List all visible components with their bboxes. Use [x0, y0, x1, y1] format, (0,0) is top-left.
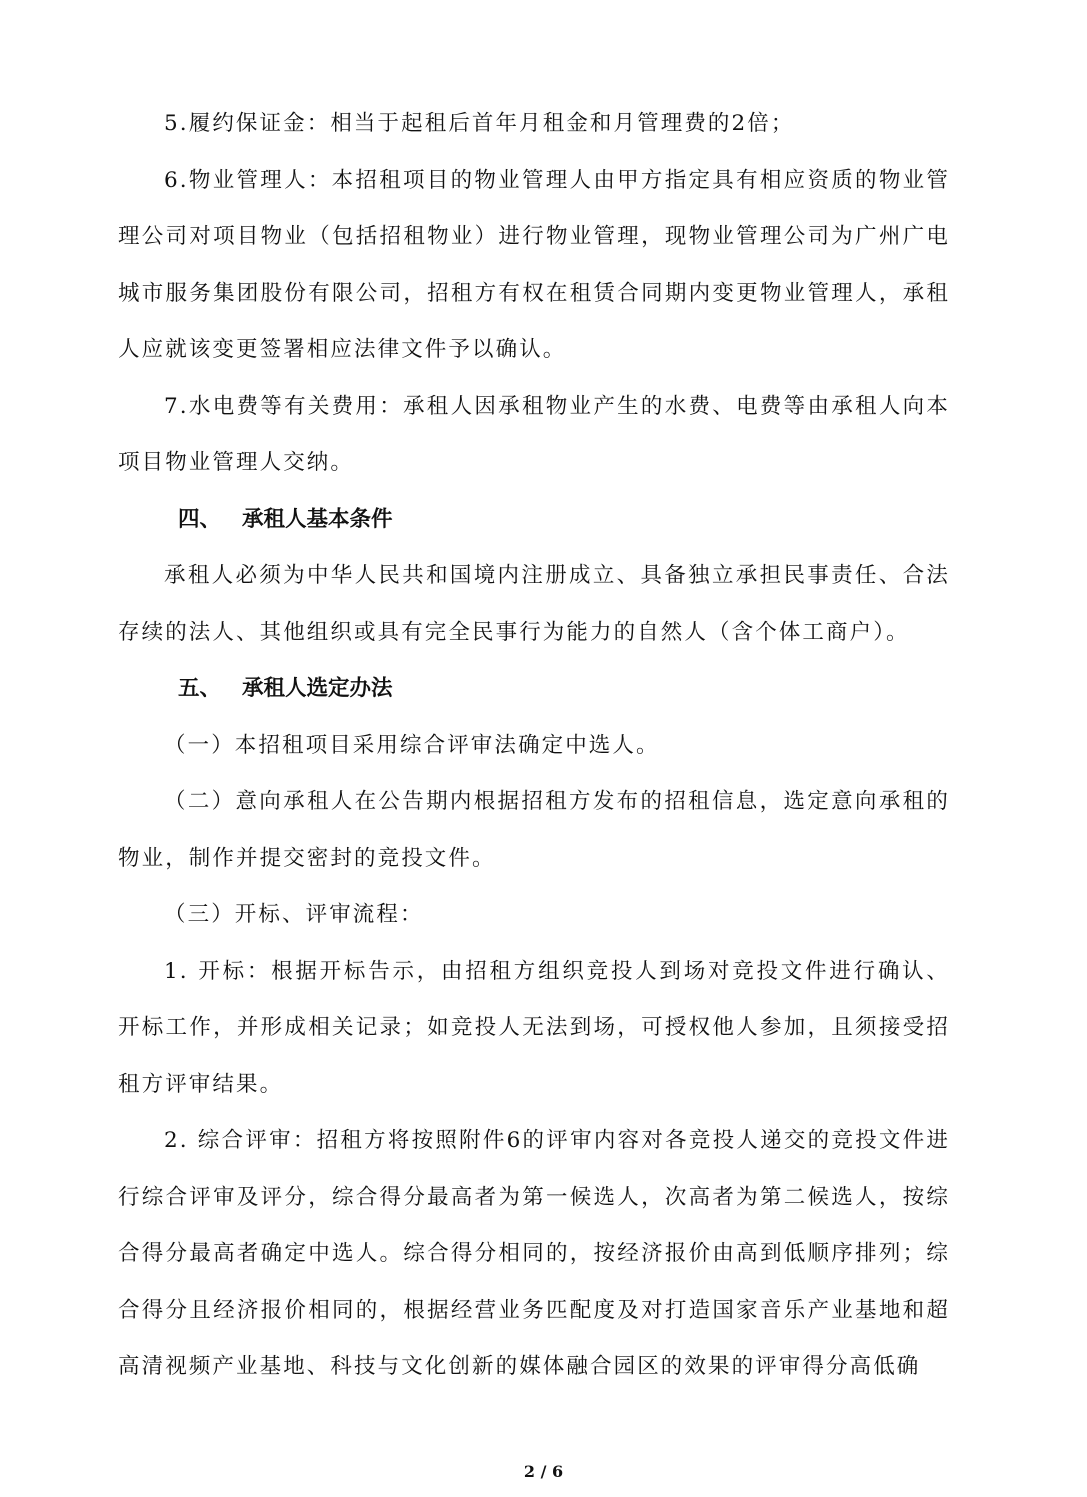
page-number: 2 / 6 [523, 1462, 564, 1481]
document-body [118, 96, 950, 1396]
section-title: 承租人选定办法 [242, 676, 393, 701]
paragraph-comprehensive-review: 2. 综合评审：招租方将按照附件6的评审内容对各竞投人递交的竞投文件进行综合评审及评分，综合得分最高者为第一候选人，次高者为第二候选人，按综合得分最高者确定中选人。综合得分相同的，按经济报价由高到低顺序排列；综合得分且经济报价相同的，根据经营业务匹配度及对打造国家音乐产业基地和超高清视频产业基地、科技与文化创新的媒体融合园区的效果的评审得分高低确 [118, 1128, 950, 1379]
paragraph-lessee-conditions: 承租人必须为中华人民共和国境内注册成立、具备独立承担民事责任、合法存续的法人、其他组织或具有完全民事行为能力的自然人（含个体工商户）。 [118, 563, 950, 645]
section-number: 四、 [178, 506, 222, 532]
paragraph-bid-opening: 1. 开标：根据开标告示，由招租方组织竞投人到场对竞投文件进行确认、开标工作，并形成相关记录；如竞投人无法到场，可授权他人参加，且须接受招租方评审结果。 [118, 958, 950, 1097]
paragraph-utility-fees: 7.水电费等有关费用：承租人因承租物业产生的水费、电费等由承租人向本项目物业管理人交纳。 [118, 393, 950, 475]
section-title: 承租人基本条件 [242, 506, 393, 532]
paragraph-item-one: （一）本招租项目采用综合评审法确定中选人。 [164, 732, 660, 758]
paragraph-item-two: （二）意向承租人在公告期内根据招租方发布的招租信息，选定意向承租的物业，制作并提交密封的竞投文件。 [118, 789, 950, 871]
section-heading-four [118, 492, 950, 549]
paragraph-performance-deposit: 5.履约保证金：相当于起租后首年月租金和月管理费的2倍； [164, 111, 795, 136]
section-number: 五、 [178, 676, 222, 701]
paragraph-property-manager: 6.物业管理人：本招租项目的物业管理人由甲方指定具有相应资质的物业管理公司对项目物业（包括招租物业）进行物业管理，现物业管理公司为广州广电城市服务集团股份有限公司，招租方有权在租赁合同期内变更物业管理人，承租人应就该变更签署相应法律文件予以确认。 [118, 167, 950, 362]
section-heading-five [118, 661, 950, 718]
paragraph-item-three: （三）开标、评审流程： [164, 902, 424, 927]
